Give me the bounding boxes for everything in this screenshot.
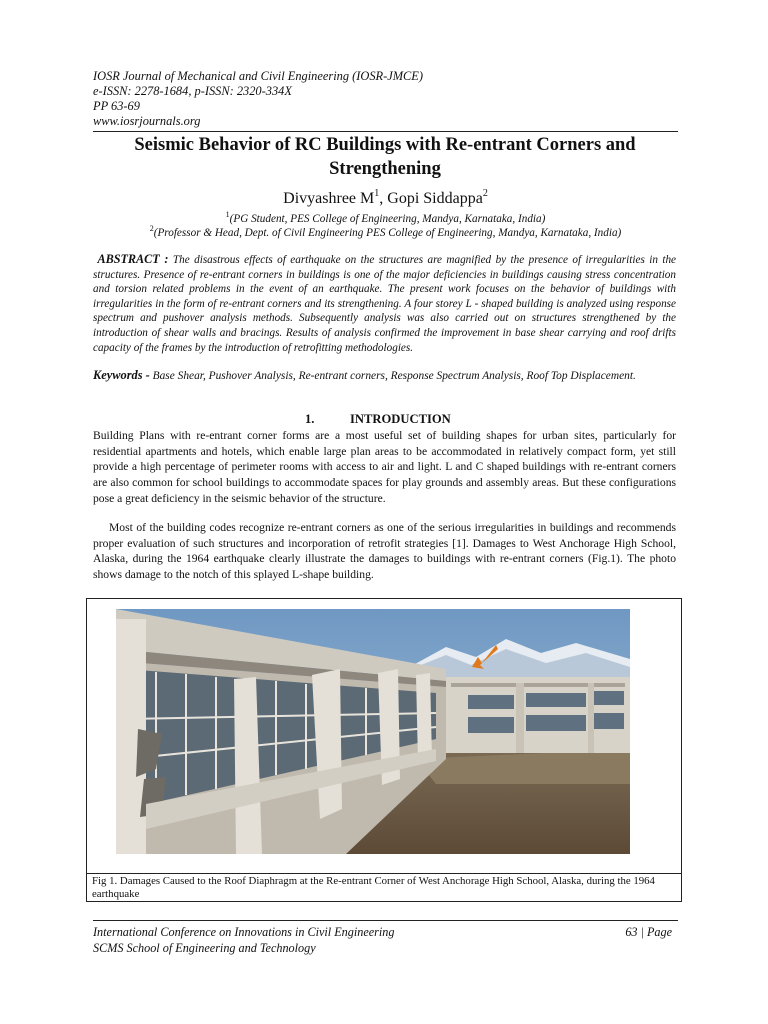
author-1: Divyashree M <box>283 190 375 207</box>
affiliation-1 <box>93 210 678 225</box>
footer-page-number: 63 | Page <box>625 925 672 939</box>
footer-institution: SCMS School of Engineering and Technology <box>93 941 316 955</box>
keywords-label: Keywords - <box>93 368 150 382</box>
abstract-text: The disastrous effects of earthquake on the structures are magnified by the presence of irregularities in the structures. Presence of re-entrant corners in buildings is one of the major deficiencies in buildings causing stress concentration and torsion related problems in the event of an earthquake. The present work focuses on the behavior of buildings with irregularities in the form of re-entrant corners and its strengthening. A four storey L - shaped building is analyzed using response spectrum and pushover analysis methods. Subsequently analysis was also carried out on structures strengthened by the introduction of shear walls and bracings. Results of analysis confirmed the improvement in base shear carrying and roof drifts capacity of the frames by the introduction of retrofitting methodologies. <box>93 254 677 354</box>
paper-title-line2: Strengthening <box>329 159 441 179</box>
figure-caption: Fig 1. Damages Caused to the Roof Diaphragm at the Re-entrant Corner of West Anchorage High School, Alaska, during the 1964 earthquake <box>92 875 655 900</box>
author-2-sup: 2 <box>482 188 488 199</box>
paper-title <box>80 133 690 181</box>
authors <box>93 188 678 208</box>
affiliation-1-sup: 1 <box>225 210 230 219</box>
footer-rule <box>93 920 678 921</box>
abstract-label: ABSTRACT : <box>97 252 169 266</box>
abstract <box>93 252 676 355</box>
author-1-sup: 1 <box>374 188 380 199</box>
footer-conference: International Conference on Innovations in Civil Engineering <box>93 925 395 939</box>
page-footer <box>93 924 678 956</box>
author-separator: , <box>379 190 388 207</box>
figure-caption-divider <box>86 873 682 874</box>
journal-issn: e-ISSN: 2278-1684, p-ISSN: 2320-334X <box>93 84 292 98</box>
section-number: 1. <box>305 412 315 426</box>
affiliation-2 <box>93 224 678 239</box>
keywords <box>93 366 676 385</box>
intro-paragraph-1: Building Plans with re-entrant corner forms are a most useful set of building shapes for urban sites, particularly for residential apartments and hotels, which enable large plan areas to be accommodated in relatively compact form, yet still provide a high percentage of perimeter rooms with access to air and light. L and C shaped buildings with re-entrant corners are also common for school buildings to accommodate spaces for play grounds and assembly areas. But these configurations pose a great deficiency in the seismic behavior of the structure. <box>93 429 676 505</box>
intro-paragraph-2: Most of the building codes recognize re-entrant corners as one of the serious irregularities in buildings and recommends proper evaluation of such structures and incorporation of retrofit strategies [1]. Damages to West Anchorage High School, Alaska, during the 1964 earthquake clearly illustrate the damages to buildings with re-entrant corners (Fig.1). The photo shows damage to the notch of this splayed L-shape building. <box>93 521 676 582</box>
journal-website[interactable]: www.iosrjournals.org <box>93 114 201 128</box>
paper-title-line1: Seismic Behavior of RC Buildings with Re-entrant Corners and <box>134 135 636 155</box>
journal-name: IOSR Journal of Mechanical and Civil Engineering (IOSR-JMCE) <box>93 69 423 83</box>
keywords-text: Base Shear, Pushover Analysis, Re-entrant corners, Response Spectrum Analysis, Roof Top Displacement. <box>152 370 636 382</box>
section-title: INTRODUCTION <box>350 412 451 426</box>
header-rule <box>93 131 678 132</box>
journal-header <box>93 69 423 129</box>
affiliation-2-text: (Professor & Head, Dept. of Civil Engineering PES College of Engineering, Mandya, Karnataka, India) <box>153 227 622 239</box>
figure-photo-damaged-school <box>116 609 630 854</box>
affiliation-2-sup: 2 <box>149 224 154 233</box>
affiliation-1-text: (PG Student, PES College of Engineering, Mandya, Karnataka, India) <box>229 213 546 225</box>
journal-pages: PP 63-69 <box>93 99 140 113</box>
author-2: Gopi Siddappa <box>387 190 483 207</box>
